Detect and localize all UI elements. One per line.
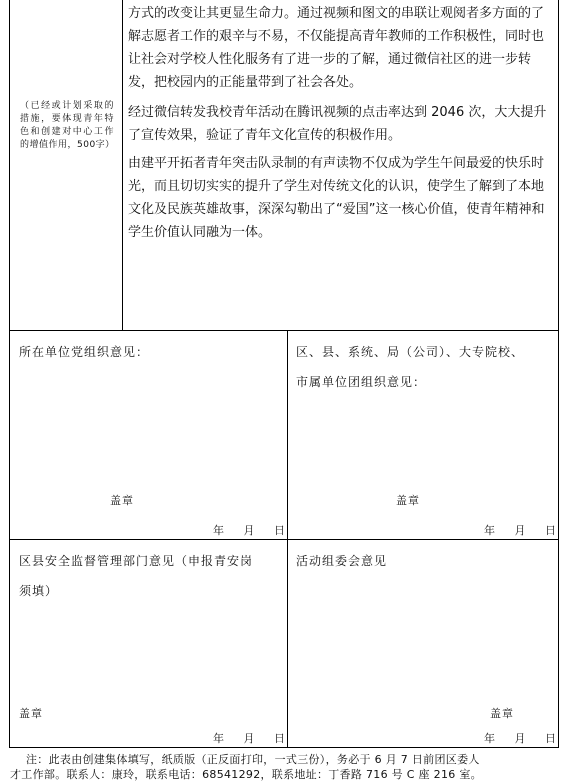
measures-label: （已经或计划采取的措施，要体现青年特色和创建对中心工作的增值作用，500字） [20,101,115,150]
party-seal-label: 盖章 [110,494,134,507]
safety-opinion-cell [9,539,288,748]
footnote [10,752,556,782]
committee-opinion-title: 活动组委会意见 [296,554,388,568]
safety-opinion-title-line2: 须填） [19,584,59,598]
district-date [484,522,556,538]
party-date-year: 年 [213,524,224,537]
district-seal-label: 盖章 [396,494,420,507]
content-paragraph-3: 由建平开拓者青年突击队录制的有声读物不仅成为学生午间最爱的快乐时光，而且切切实实的提升了学生对传统文化的认识，使学生了解到了本地文化及民族英雄故事，深深勾勒出了“爱国”这一核心价值，使青年精神和学生价值认同融为一体。 [128,156,545,240]
safety-date [213,730,285,746]
safety-date-day: 日 [274,732,285,745]
party-date-month: 月 [243,524,255,537]
district-date-day: 日 [545,524,556,537]
party-date [213,522,285,538]
party-opinion-title: 所在单位党组织意见： [19,345,150,359]
district-date-year: 年 [484,524,495,537]
content-paragraph-1: 方式的改变让其更显生命力。通过视频和图文的串联让观阅者多方面的了解志愿者工作的艰辛与不易，不仅能提高青年教师的工作积极性，同时也让社会对学校人性化服务有了进一步的了解，通过微信社区的进一步转发，把校园内的正能量带到了社会各处。 [128,6,545,90]
footnote-line1: 注：此表由创建集体填写，纸质版（正反面打印，一式三份），务必于 6 月 7 日前团区委人 [26,753,480,766]
content-text [128,2,552,251]
safety-date-year: 年 [213,732,224,745]
committee-date-month: 月 [514,732,526,745]
committee-opinion-cell [287,539,559,748]
footnote-line2: 才工作部。联系人：康玲，联系电话：68541292，联系地址：丁香路 716 号 C 座 216 室。 [10,768,482,781]
district-date-month: 月 [514,524,526,537]
district-opinion-cell [287,330,559,540]
party-opinion-cell [9,330,288,540]
safety-seal-label: 盖章 [19,707,43,720]
district-opinion-title-line1: 区、县、系统、局（公司）、大专院校、 [296,345,525,359]
safety-opinion-title-line1: 区县安全监督管理部门意见（申报青安岗 [19,554,254,568]
committee-date [484,730,556,746]
safety-date-month: 月 [243,732,255,745]
committee-date-day: 日 [545,732,556,745]
party-date-day: 日 [274,524,285,537]
district-opinion-title-line2: 市属单位团组织意见： [296,375,427,389]
label-cell [9,0,123,331]
content-paragraph-2: 经过微信转发我校青年活动在腾讯视频的点击率达到 2046 次，大大提升了宣传效果，验证了青年文化宣传的积极作用。 [128,105,547,143]
committee-date-year: 年 [484,732,495,745]
committee-seal-label: 盖章 [490,707,514,720]
